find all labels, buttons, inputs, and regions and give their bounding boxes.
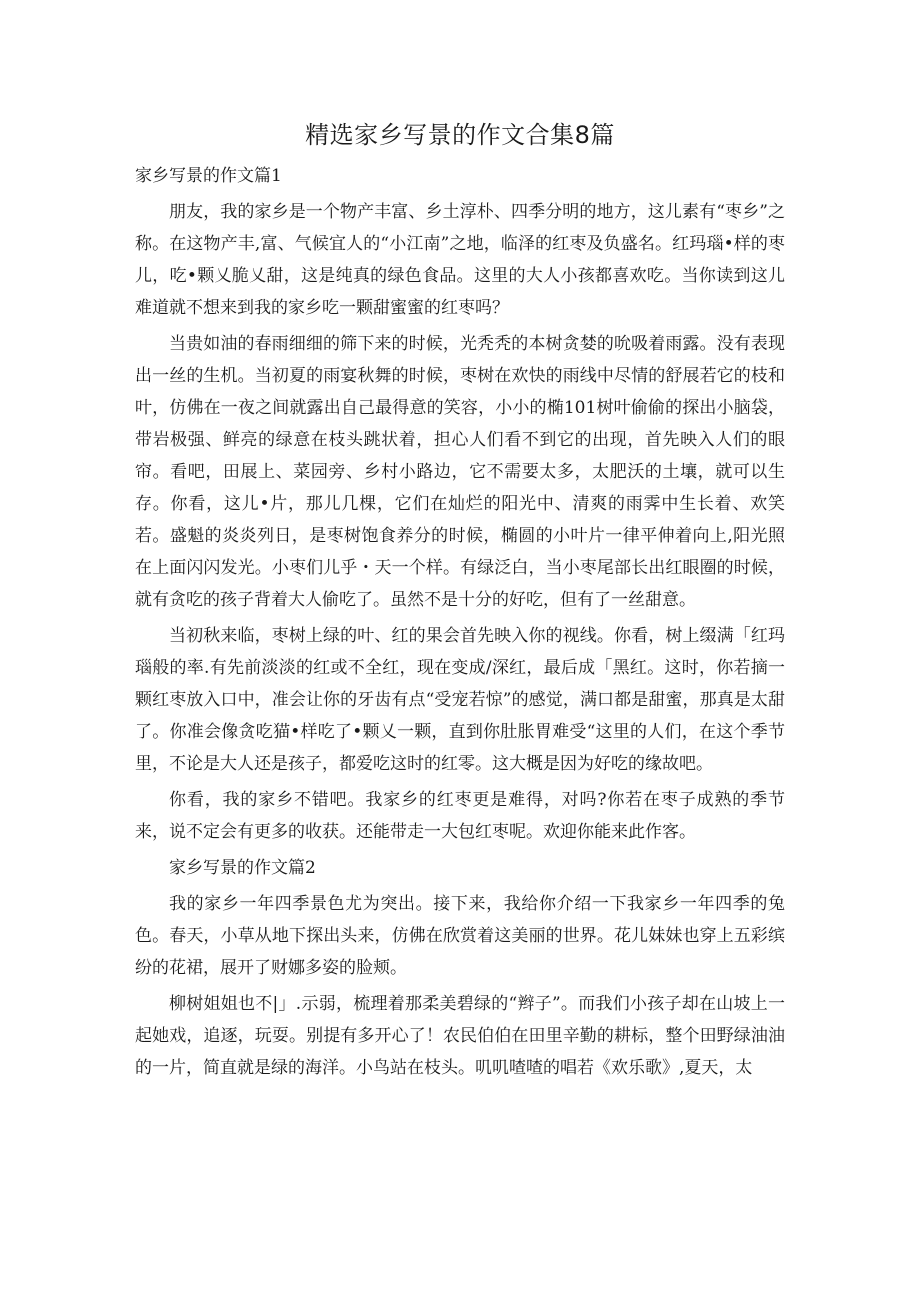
paragraph: 当初秋来临，枣树上绿的叶、红的果会首先映入你的视线。你看，树上缀满「红玛瑙般的率.有先前淡淡的红或不全红，现在变成/深红，最后成「黑红。这时，你若摘一颗红枣放入口中，准会让你的牙齿有点“受宠若惊”的感觉，满口都是甜蜜，那真是太甜了。你准会像贪吃猫•样吃了•颗乂一颗，直到你肚胀胃难受“这里的人们，在这个季节里，不论是大人还是孩子，都爱吃这时的红零。这大概是因为好吃的缘故吧。 bbox=[135, 626, 785, 774]
section-heading-2: 家乡写景的作文篇2 bbox=[169, 858, 316, 878]
document-title: 精选家乡写景的作文合集8篇 bbox=[305, 121, 615, 149]
paragraph: 当贵如油的春雨细细的筛下来的时候，光秃秃的本树贪婪的吮吸着雨露。没有表现出一丝的生机。当初夏的雨宴秋舞的时候，枣树在欢快的雨线中尽情的舒展若它的枝和叶，仿佛在一夜之间就露出自己最得意的笑容，小小的椭101树叶偷偷的探出小脑袋，带岩极强、鲜亮的绿意在枝头跳状着，担心人们看不到它的出现，首先映入人们的眼帘。看吧，田展上、菜园旁、乡村小路边，它不需要太多，太肥沃的土壤，就可以生存。你看，这儿•片，那儿几棵，它们在灿烂的阳光中、清爽的雨霁中生长着、欢笑若。盛魁的炎炎列日，是枣树饱食养分的时候，椭圆的小叶片一律平伸着向上,阳光照在上面闪闪发光。小枣们儿乎・天一个样。有绿泛白，当小枣尾部长出红眼圈的时候，就有贪吃的孩子背着大人偷吃了。虽然不是十分的好吃，但有了一丝甜意。 bbox=[135, 334, 785, 610]
paragraph: 朋友，我的家乡是一个物产丰富、乡土淳朴、四季分明的地方，这儿素有“枣乡”之称。在这物产丰,富、气候宜人的“小江南”之地，临泽的红枣及负盛名。红玛瑙•样的枣儿，吃•颗乂脆乂甜，这是纯真的绿色食品。这里的大人小孩都喜欢吃。当你读到这儿难道就不想来到我的家乡吃一颗甜蜜蜜的红枣吗？ bbox=[135, 202, 785, 318]
paragraph: 我的家乡一年四季景色尤为突出。接下来，我给你介绍一下我家乡一年四季的兔色。春天，小草从地下探出头来，仿佛在欣赏着这美丽的世界。花儿妹妹也穿上五彩缤纷的花裙，展开了财娜多姿的脸颊。 bbox=[135, 894, 785, 978]
paragraph: 柳树姐姐也不|」.示弱，梳理着那柔美碧绿的“辫子”。而我们小孩子却在山坡上一起她戏，追逐，玩耍。别提有多开心了！农民伯伯在田里辛勤的耕标，整个田野绿油油的一片，简直就是绿的海洋。小鸟站在枝头。叽叽喳喳的唱若《欢乐歌》,夏天，太 bbox=[135, 994, 785, 1078]
document-body bbox=[135, 160, 785, 1088]
section-heading-1: 家乡写景的作文篇1 bbox=[135, 166, 282, 186]
paragraph: 你看，我的家乡不错吧。我家乡的红枣更是难得，对吗?你若在枣子成熟的季节来，说不定会有更多的收获。还能带走一大包红枣呢。欢迎你能来此作客。 bbox=[135, 790, 785, 842]
